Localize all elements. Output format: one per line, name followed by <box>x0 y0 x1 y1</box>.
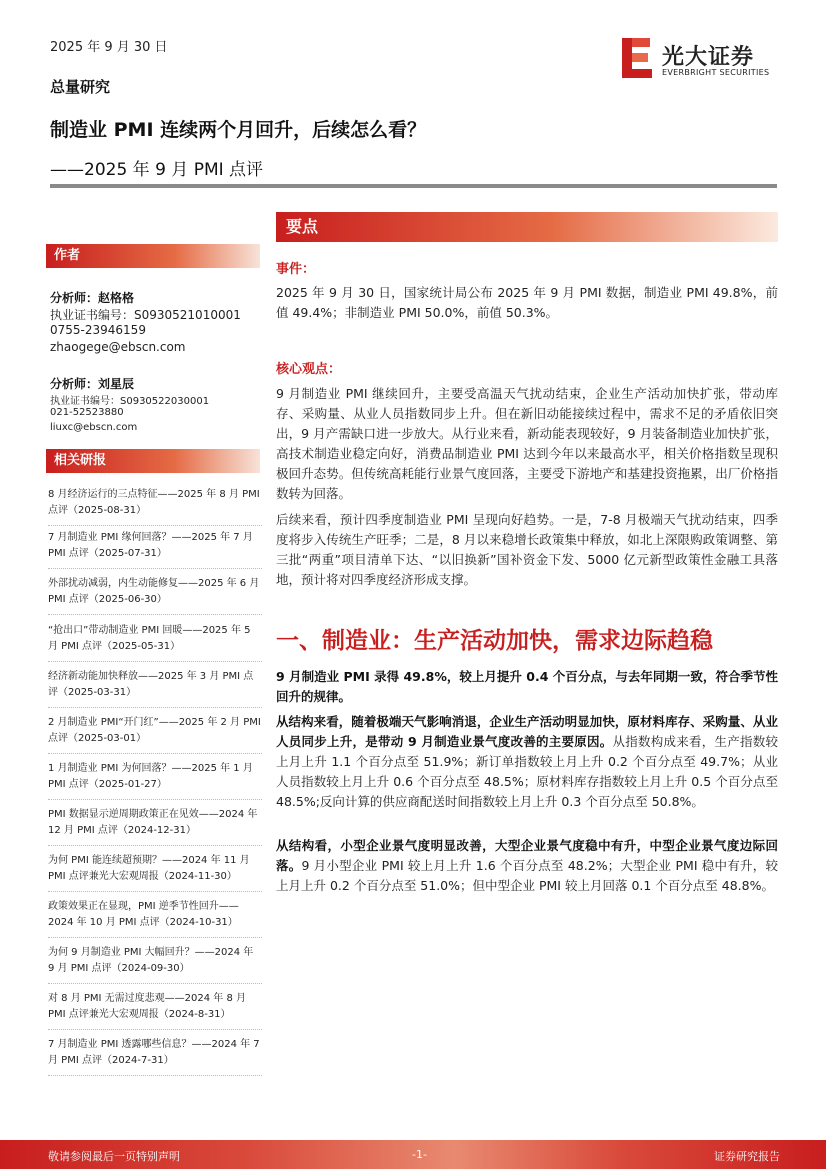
related-report-link[interactable]: PMI 数据显示逆周期政策正在见效——2024 年 12 月 PMI 点评（2024-12-31） <box>48 807 262 846</box>
report-subtitle: ——2025 年 9 月 PMI 点评 <box>50 160 264 180</box>
analyst-name: 分析师：刘星辰 <box>50 377 135 391</box>
outlook-paragraph: 后续来看，预计四季度制造业 PMI 呈现向好趋势。一是，7-8 月极端天气扰动结束，四季度将步入传统生产旺季；二是，8 月以来稳增长政策集中释放，如北上深限购政策调整、第三批“两重”项目清单下达、“以旧换新”国补资金下发、5000 亿元新型政策性金融工具落地，预计将对四季度经济形成支撑。 <box>276 512 778 587</box>
disclaimer-notice: 敬请参阅最后一页特别声明 <box>48 1150 180 1163</box>
paragraph-body: 从指数构成来看，生产指数较上月上升 1.1 个百分点至 51.9%；新订单指数较上月上升 0.2 个百分点至 49.7%；从业人员指数较上月上升 0.6 个百分点至 48.5%；原材料库存指数较上月上升 0.5 个百分点至 48.5%;反向计算的供应商配送时间指数较上月上升 0.3 个百分点至 50.8%。 <box>276 734 778 809</box>
related-report-link[interactable]: 政策效果正在显现，PMI 逆季节性回升——2024 年 10 月 PMI 点评（2024-10-31） <box>48 899 262 938</box>
analyst-phone: 0755-23946159 <box>50 323 146 337</box>
key-points-heading: 要点 <box>276 212 778 242</box>
related-reports-heading: 相关研报 <box>46 449 260 473</box>
related-report-link[interactable]: 1 月制造业 PMI 为何回落？——2025 年 1 月 PMI 点评（2025-01-27） <box>48 761 262 800</box>
related-report-link[interactable]: 8 月经济运行的三点特征——2025 年 8 月 PMI 点评（2025-08-31） <box>48 487 262 526</box>
analyst-phone: 021-52523880 <box>50 407 124 418</box>
everbright-logo-icon <box>620 36 654 80</box>
related-report-link[interactable]: 为何 9 月制造业 PMI 大幅回升？——2024 年 9 月 PMI 点评（2024-09-30） <box>48 945 262 984</box>
page-number: -1- <box>412 1148 427 1161</box>
core-view-label: 核心观点： <box>276 362 342 377</box>
paragraph-body: 9 月小型企业 PMI 较上月上升 1.6 个百分点至 48.2%；大型企业 PMI 稳中有升，较上月上升 0.2 个百分点至 51.0%；但中型企业 PMI 较上月回落 0.1 个百分点至 48.8%。 <box>276 858 778 893</box>
related-report-link[interactable]: 对 8 月 PMI 无需过度悲观——2024 年 8 月 PMI 点评兼光大宏观周报（2024-8-31） <box>48 991 262 1030</box>
related-report-link[interactable]: 外部扰动减弱，内生动能修复——2025 年 6 月 PMI 点评（2025-06-30） <box>48 576 262 615</box>
event-paragraph: 2025 年 9 月 30 日，国家统计局公布 2025 年 9 月 PMI 数据，制造业 PMI 49.8%，前值 49.4%；非制造业 PMI 50.0%，前值 50.3%。 <box>276 285 778 320</box>
everbright-logo <box>620 36 780 82</box>
core-view-paragraph: 9 月制造业 PMI 继续回升，主要受高温天气扰动结束，企业生产活动加快扩张，带动库存、采购量、从业人员指数同步上升。但在新旧动能接续过程中，需求不足的矛盾依旧突出，9 月产需缺口进一步放大。从行业来看，新动能表现较好，9 月装备制造业加快扩张，高技术制造业稳定向好，消费品制造业 PMI 达到今年以来最高水平，相关价格指数呈现积极回升态势。但传统高耗能行业景气度回落，主要受下游地产和基建投资拖累，出厂价格指数转为回落。 <box>276 386 778 501</box>
logo-english-name: EVERBRIGHT SECURITIES <box>662 68 770 77</box>
related-report-link[interactable]: 7 月制造业 PMI 透露哪些信息？——2024 年 7 月 PMI 点评（2024-7-31） <box>48 1037 262 1076</box>
paragraph-lead: 从结构来看，随着极端天气影响消退，企业生产活动明显加快，原材料库存、采购量、从业人员同步上升，是带动 9 月制造业景气度改善的主要原因。 <box>276 714 778 749</box>
report-title: 制造业 PMI 连续两个月回升，后续怎么看？ <box>50 119 427 141</box>
analyst-email[interactable]: zhaogege@ebscn.com <box>50 340 186 354</box>
related-report-link[interactable]: “抢出口”带动制造业 PMI 回暖——2025 年 5 月 PMI 点评（2025-05-31） <box>48 623 262 662</box>
report-type-label: 证券研究报告 <box>714 1150 780 1163</box>
section-paragraph <box>276 712 778 812</box>
paragraph-lead: 9 月制造业 PMI 录得 49.8%，较上月提升 0.4 个百分点，与去年同期一致，符合季节性回升的规律。 <box>276 669 778 704</box>
analyst-license: 执业证书编号：S0930522030001 <box>50 396 210 407</box>
analyst-license: 执业证书编号：S0930521010001 <box>50 308 241 322</box>
section-paragraph <box>276 667 778 707</box>
title-divider <box>50 184 777 188</box>
authors-heading: 作者 <box>46 244 260 268</box>
report-category: 总量研究 <box>50 78 111 96</box>
analyst-email[interactable]: liuxc@ebscn.com <box>50 422 138 433</box>
report-date: 2025 年 9 月 30 日 <box>50 40 168 55</box>
section-heading: 一、制造业：生产活动加快，需求边际趋稳 <box>276 628 713 654</box>
event-label: 事件： <box>276 262 316 277</box>
related-report-link[interactable]: 为何 PMI 能连续超预期？——2024 年 11 月 PMI 点评兼光大宏观周报（2024-11-30） <box>48 853 262 892</box>
page-footer <box>0 1140 826 1169</box>
analyst-name: 分析师：赵格格 <box>50 291 135 305</box>
section-paragraph <box>276 836 778 896</box>
paragraph-lead: 从结构看，小型企业景气度明显改善，大型企业景气度稳中有升，中型企业景气度边际回落。 <box>276 838 778 873</box>
related-report-link[interactable]: 2 月制造业 PMI“开门红”——2025 年 2 月 PMI 点评（2025-03-01） <box>48 715 262 754</box>
logo-chinese-name: 光大证券 <box>662 45 755 70</box>
related-report-link[interactable]: 经济新动能加快释放——2025 年 3 月 PMI 点评（2025-03-31） <box>48 669 262 708</box>
related-report-link[interactable]: 7 月制造业 PMI 缘何回落？——2025 年 7 月 PMI 点评（2025-07-31） <box>48 530 262 569</box>
